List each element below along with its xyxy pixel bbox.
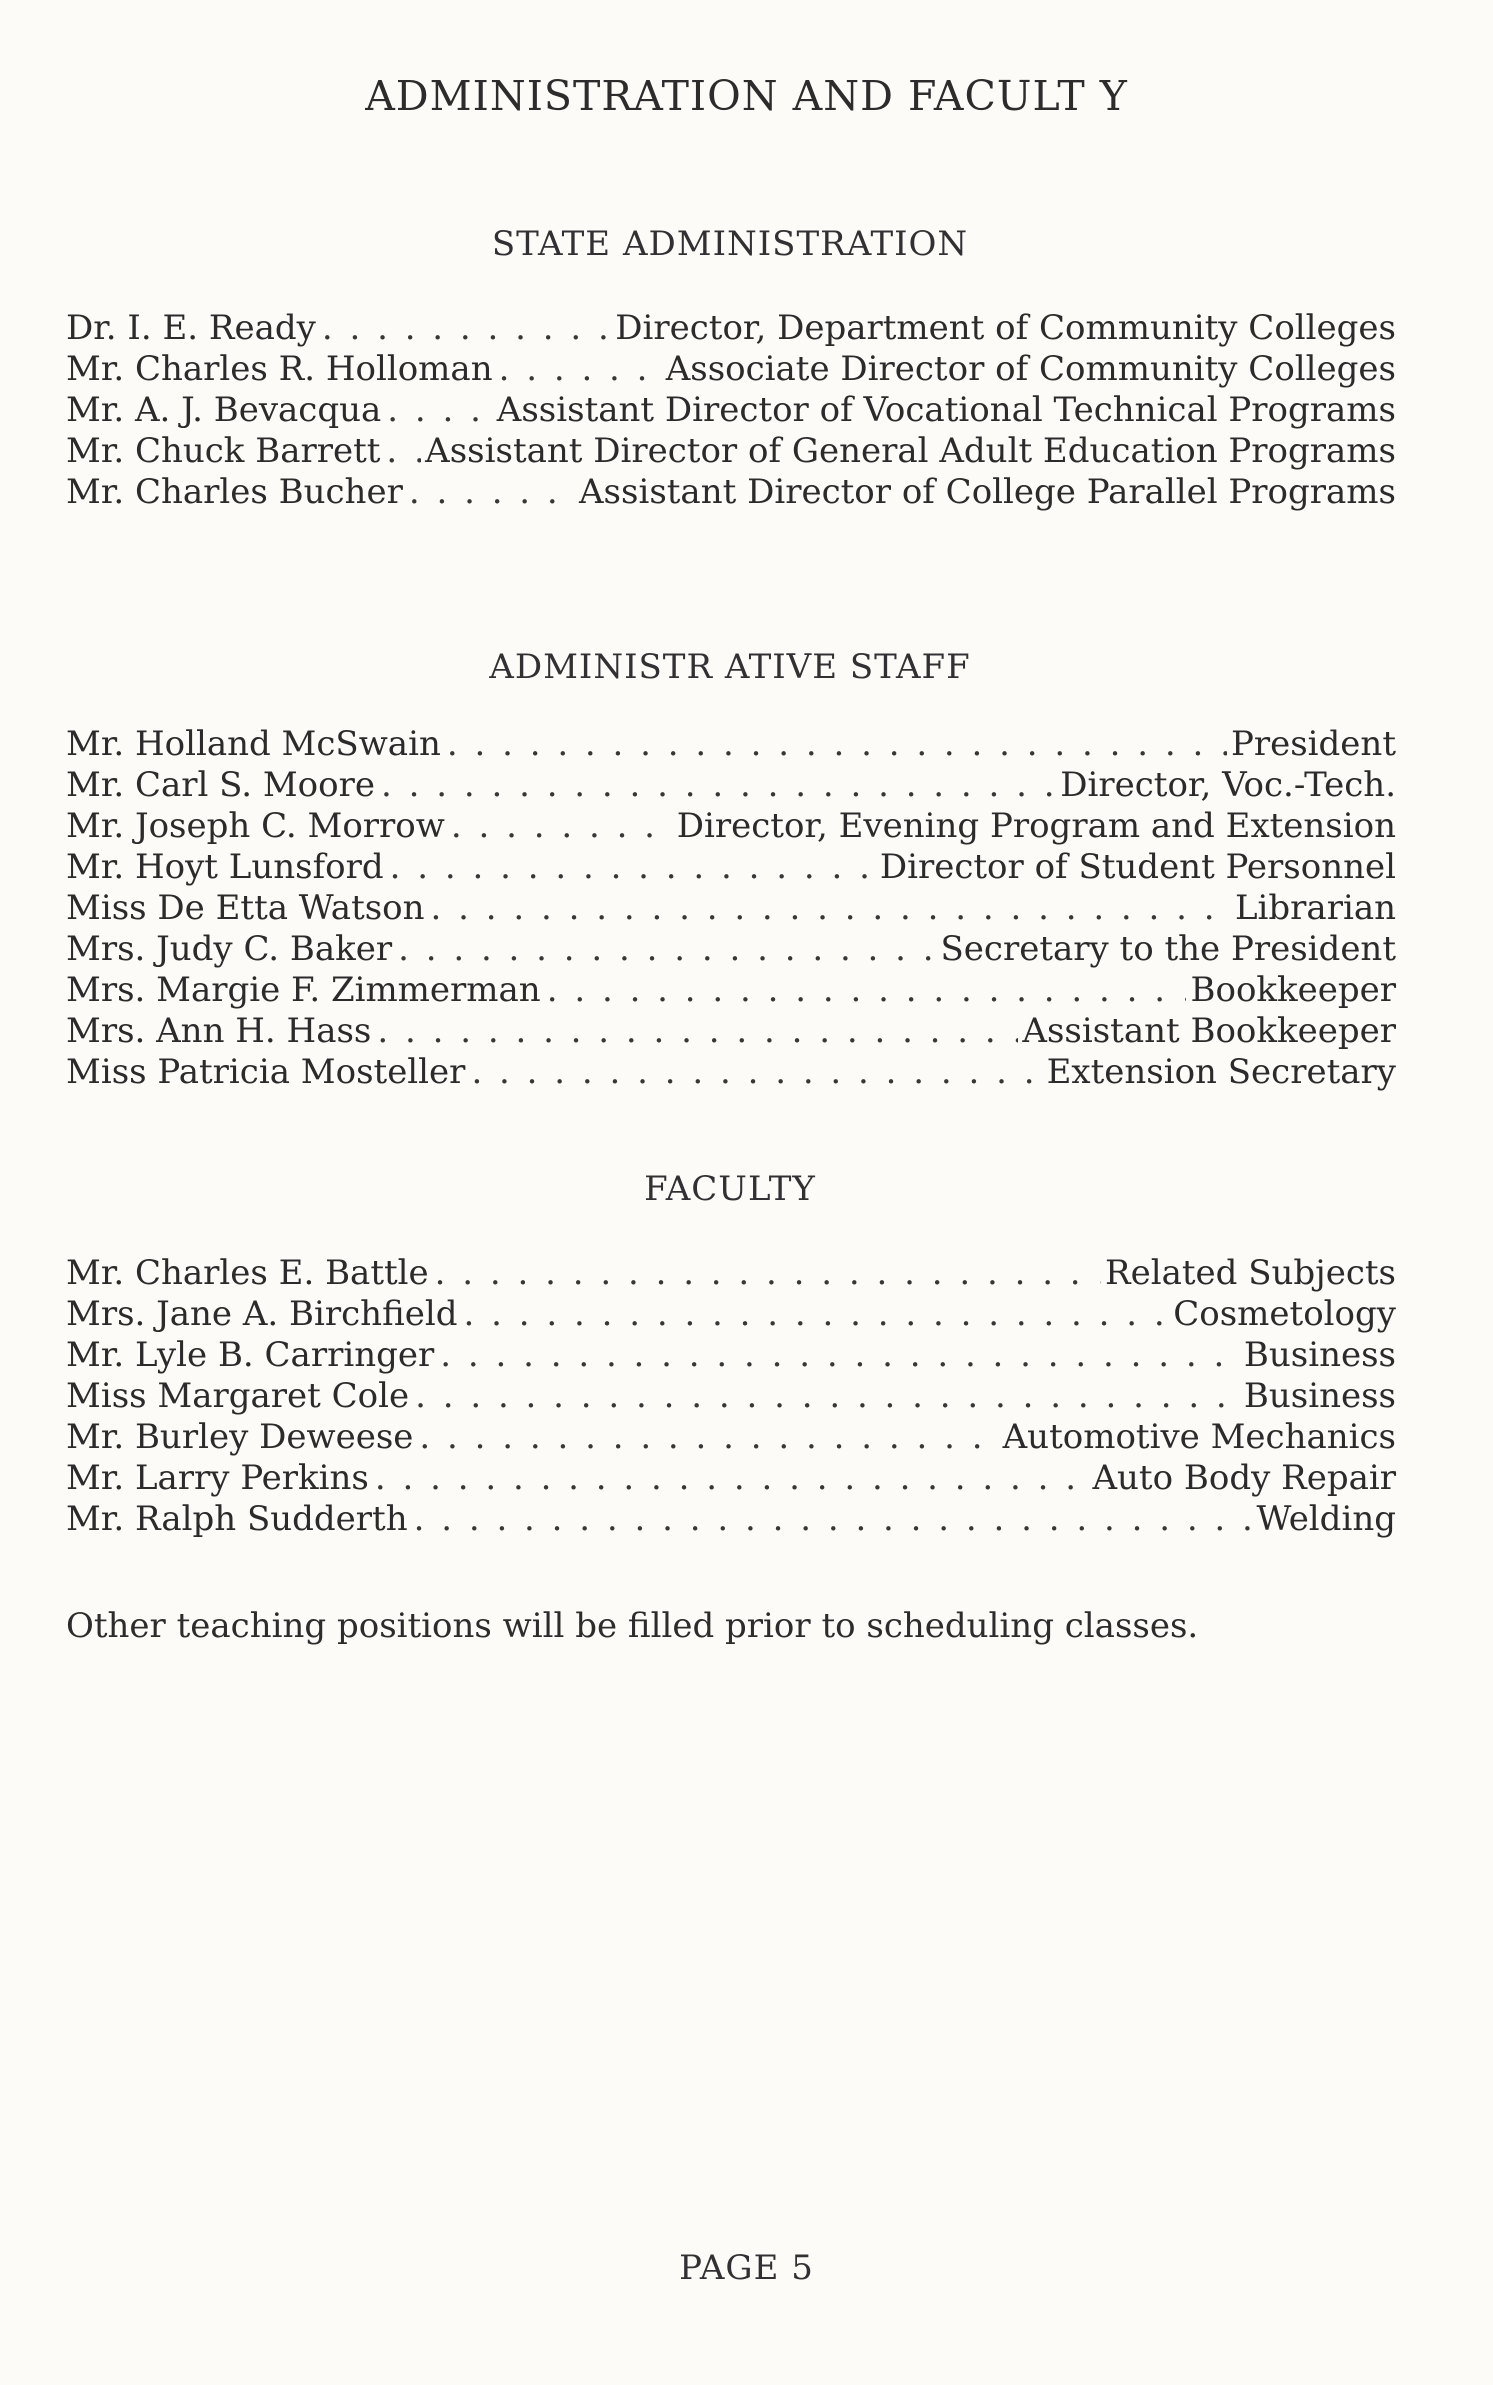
list-item [66, 1499, 1396, 1540]
list-item [66, 1458, 1396, 1499]
list-item [66, 724, 1396, 765]
entry-role: Assistant Director of Vocational Technical Programs [496, 390, 1396, 430]
entry-name: Miss De Etta Watson [66, 888, 425, 928]
list-item [66, 1294, 1396, 1335]
entry-role: President [1230, 724, 1396, 764]
administrative-staff-list [66, 724, 1396, 1093]
entry-name: Miss Margaret Cole [66, 1376, 410, 1416]
entry-role: Auto Body Repair [1092, 1458, 1396, 1498]
list-item [66, 431, 1396, 472]
faculty-heading: FACULTY [644, 1169, 816, 1209]
leader-dots [409, 472, 575, 512]
entry-name: Mr. Burley Deweese [66, 1417, 414, 1457]
entry-name: Mr. Ralph Sudderth [66, 1499, 408, 1539]
entry-name: Miss Patricia Mosteller [66, 1052, 466, 1092]
entry-name: Mr. Lyle B. Carringer [66, 1335, 435, 1375]
entry-role: Assistant Director of General Adult Education Programs [425, 431, 1396, 471]
entry-name: Mr. A. J. Bevacqua [66, 390, 382, 430]
list-item [66, 390, 1396, 431]
leader-dots [447, 724, 1227, 764]
entry-name: Mr. Chuck Barrett [66, 431, 381, 471]
leader-dots [435, 1253, 1101, 1293]
list-item [66, 765, 1396, 806]
list-item [66, 1253, 1396, 1294]
page-number: PAGE 5 [679, 2248, 814, 2288]
entry-role: Director, Evening Program and Extension [676, 806, 1396, 846]
list-item [66, 1335, 1396, 1376]
state-administration-list [66, 308, 1396, 513]
entry-role: Business [1243, 1376, 1396, 1416]
entry-name: Dr. I. E. Ready [66, 308, 316, 348]
entry-role: Assistant Director of College Parallel Programs [579, 472, 1396, 512]
entry-role: Director of Student Personnel [879, 847, 1396, 887]
list-item [66, 888, 1396, 929]
list-item [66, 806, 1396, 847]
entry-role: Bookkeeper [1190, 970, 1396, 1010]
entry-name: Mrs. Margie F. Zimmerman [66, 970, 541, 1010]
entry-role: Automotive Mechanics [1002, 1417, 1396, 1457]
leader-dots [440, 1335, 1240, 1375]
leader-dots [375, 1458, 1089, 1498]
faculty-list [66, 1253, 1396, 1540]
state-administration-heading: STATE ADMINISTRATION [491, 224, 969, 264]
entry-role: Business [1243, 1335, 1396, 1375]
entry-role: Assistant Bookkeeper [1022, 1011, 1396, 1051]
list-item [66, 1376, 1396, 1417]
entry-role: Associate Director of Community Colleges [665, 349, 1396, 389]
entry-role: Welding [1256, 1499, 1396, 1539]
administrative-staff-heading: ADMINISTR ATIVE STAFF [489, 647, 971, 687]
entry-name: Mr. Joseph C. Morrow [66, 806, 445, 846]
list-item [66, 970, 1396, 1011]
list-item [66, 472, 1396, 513]
list-item [66, 308, 1396, 349]
list-item [66, 847, 1396, 888]
leader-dots [414, 1499, 1253, 1539]
entry-role: Cosmetology [1173, 1294, 1396, 1334]
entry-name: Mr. Charles R. Holloman [66, 349, 493, 389]
list-item [66, 1011, 1396, 1052]
list-item [66, 1052, 1396, 1093]
leader-dots [547, 970, 1187, 1010]
leader-dots [381, 765, 1056, 805]
list-item [66, 929, 1396, 970]
leader-dots [387, 390, 493, 430]
entry-role: Librarian [1234, 888, 1396, 928]
leader-dots [386, 431, 421, 471]
leader-dots [464, 1294, 1170, 1334]
leader-dots [451, 806, 673, 846]
leader-dots [415, 1376, 1240, 1416]
entry-role: Extension Secretary [1046, 1052, 1396, 1092]
list-item [66, 1417, 1396, 1458]
entry-name: Mrs. Ann H. Hass [66, 1011, 372, 1051]
entry-role: Related Subjects [1105, 1253, 1396, 1293]
entry-name: Mr. Charles E. Battle [66, 1253, 429, 1293]
page-title: ADMINISTRATION AND FACULT Y [365, 72, 1128, 120]
leader-dots [499, 349, 662, 389]
entry-role: Secretary to the President [940, 929, 1396, 969]
entry-role: Director, Department of Community Colleges [615, 308, 1396, 348]
leader-dots [398, 929, 936, 969]
leader-dots [390, 847, 876, 887]
leader-dots [431, 888, 1231, 928]
list-item [66, 349, 1396, 390]
entry-name: Mrs. Jane A. Birchfield [66, 1294, 458, 1334]
leader-dots [419, 1417, 998, 1457]
closing-note: Other teaching positions will be filled prior to scheduling classes. [66, 1606, 1199, 1646]
entry-role: Director, Voc.-Tech. [1060, 765, 1396, 805]
entry-name: Mr. Hoyt Lunsford [66, 847, 384, 887]
leader-dots [377, 1011, 1018, 1051]
entry-name: Mr. Carl S. Moore [66, 765, 375, 805]
leader-dots [322, 308, 611, 348]
leader-dots [471, 1052, 1042, 1092]
entry-name: Mr. Holland McSwain [66, 724, 441, 764]
entry-name: Mr. Larry Perkins [66, 1458, 369, 1498]
entry-name: Mrs. Judy C. Baker [66, 929, 393, 969]
entry-name: Mr. Charles Bucher [66, 472, 403, 512]
